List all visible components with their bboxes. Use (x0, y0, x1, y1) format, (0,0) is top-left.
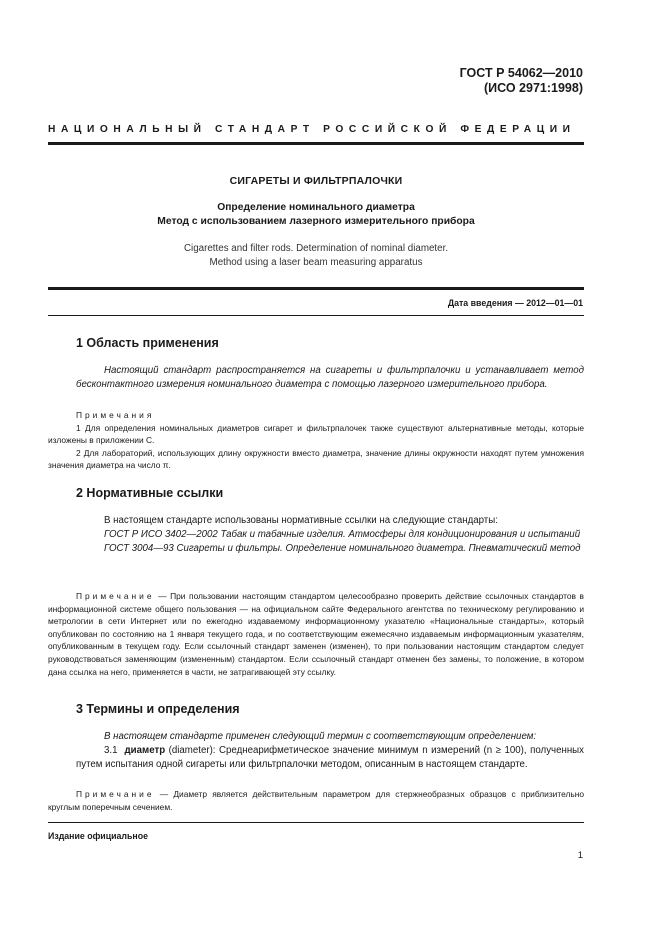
english-title-line-2: Method using a laser beam measuring apparatus (209, 257, 423, 268)
national-standard-banner: НАЦИОНАЛЬНЫЙ СТАНДАРТ РОССИЙСКОЙ ФЕДЕРАЦИИ (48, 124, 576, 135)
iso-code: (ИСО 2971:1998) (484, 81, 583, 95)
section-2-note-label: Примечание (76, 591, 155, 601)
subtitle-line-1: Определение номинального диаметра (217, 202, 415, 213)
section-3-note-text: — Диаметр является действительным параметром для стержнеобразных образцов с приблизительно круглым поперечным сечением. (48, 789, 585, 812)
term-definition: (diameter): Среднеарифметическое значение минимум n измерений (n ≥ 100), полученных путем испытания одной сигареты или фильтрпалочки методом, описанным в настоящем стандарте. (76, 745, 584, 770)
footer-rule (48, 822, 584, 823)
section-2-heading: 2 Нормативные ссылки (76, 486, 224, 500)
section-3-body (76, 730, 584, 772)
term-name: диаметр (124, 745, 166, 756)
reference-2: ГОСТ 3004—93 Сигареты и фильтры. Определение номинального диаметра. Пневматический метод (104, 543, 581, 554)
section-3-note (48, 788, 584, 813)
page-number: 1 (577, 850, 583, 861)
term-number: 3.1 (104, 745, 118, 756)
date-rule (48, 315, 584, 316)
note-2: 2 Для лабораторий, использующих длину окружности вместо диаметра, значение длины окружности находят путем умножения значения диаметра на число π. (48, 447, 584, 471)
references-intro: В настоящем стандарте использованы нормативные ссылки на следующие стандарты: (104, 515, 498, 526)
subtitle-line-2: Метод с использованием лазерного измерительного прибора (157, 216, 475, 227)
section-2-body (76, 514, 584, 556)
reference-1: ГОСТ Р ИСО 3402—2002 Табак и табачные изделия. Атмосферы для кондиционирования и испытаний (104, 529, 581, 540)
section-1-notes (48, 409, 584, 472)
section-1-body (76, 364, 584, 392)
section-3-heading: 3 Термины и определения (76, 702, 240, 716)
english-title-line-1: Cigarettes and filter rods. Determination of nominal diameter. (183, 243, 449, 254)
section-2-note-text: — При пользовании настоящим стандартом целесообразно проверить действие ссылочных стандартов в информационной системе общего пользования — на официальном сайте Федерального агентства по техническому регулированию и метрологии в сети Интернет или по ежегодно издаваемому информационному указателю «Национальные стандарты», который опубликован по состоянию на 1 января текущего года, и по соответствующим ежемесячно издаваемым информационным указателям, опубликованным в текущем году. Если ссылочный стандарт заменен (изменен), то при пользовании настоящим стандартом следует руководствоваться заменяющим (измененным) стандартом. Если ссылочный стандарт отменен без замены, то положение, в котором дана ссылка на него, применяется в части, не затрагивающей эту ссылку. (48, 591, 585, 677)
title-rule (48, 287, 584, 290)
standard-code: ГОСТ Р 54062—2010 (459, 66, 583, 80)
notes-label: Примечания (76, 410, 155, 420)
section-3-note-label: Примечание (76, 789, 155, 799)
introduction-date: Дата введения — 2012—01—01 (447, 298, 583, 308)
document-title: СИГАРЕТЫ И ФИЛЬТРПАЛОЧКИ (229, 175, 403, 187)
note-1: 1 Для определения номинальных диаметров сигарет и фильтрпалочек также существуют альтернативные методы, которые изложены в приложении С. (48, 422, 584, 446)
section-2-note (48, 590, 584, 678)
top-rule (48, 142, 584, 145)
section-1-heading: 1 Область применения (76, 336, 219, 350)
official-edition-label: Издание официальное (48, 831, 148, 841)
terms-intro: В настоящем стандарте применен следующий термин с соответствующим определением: (104, 731, 537, 742)
scope-text: Настоящий стандарт распространяется на сигареты и фильтрпалочки и устанавливает метод бесконтактного измерения номинального диаметра с помощью лазерного измерительного прибора. (76, 365, 584, 390)
